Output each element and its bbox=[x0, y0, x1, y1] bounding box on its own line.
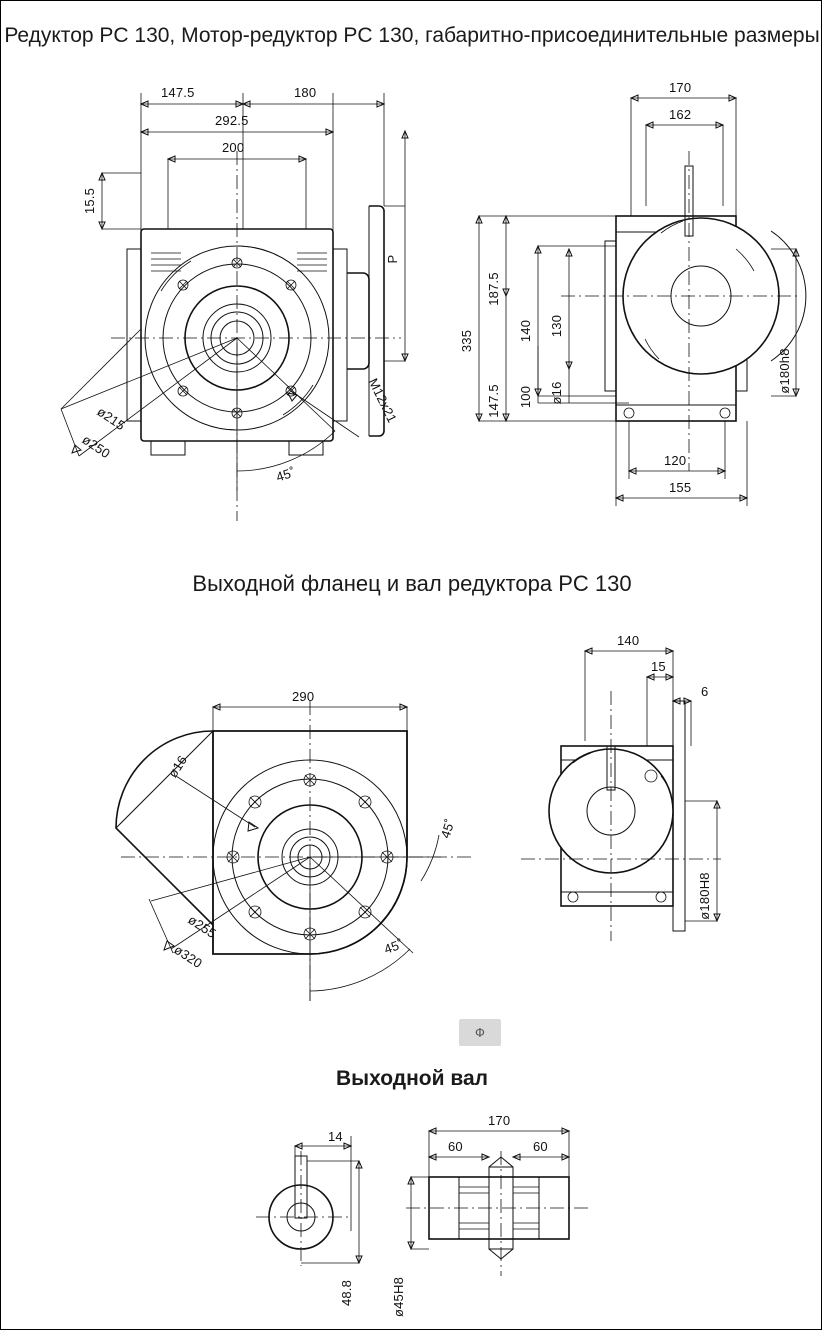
dim-320: ø320 bbox=[171, 941, 206, 972]
dim-140-flange: 140 bbox=[617, 633, 640, 648]
dim-215: ø215 bbox=[94, 403, 129, 434]
dim-140-side: 140 bbox=[518, 319, 533, 343]
dim-147-5: 147.5 bbox=[161, 85, 195, 100]
dim-147-5-side: 147.5 bbox=[486, 384, 501, 418]
dim-45-flange-b: 45˚ bbox=[382, 936, 406, 957]
section-title-shaft: Выходной вал bbox=[335, 1067, 489, 1090]
dim-292-5: 292.5 bbox=[215, 113, 249, 128]
dim-200: 200 bbox=[222, 140, 245, 155]
dim-170-side: 170 bbox=[669, 80, 692, 95]
dim-15-5: 15.5 bbox=[82, 187, 97, 215]
dim-120: 120 bbox=[664, 453, 687, 468]
dim-335: 335 bbox=[459, 329, 474, 353]
dim-180H8: ø180H8 bbox=[697, 872, 712, 920]
dim-155: 155 bbox=[669, 480, 692, 495]
dim-14: 14 bbox=[328, 1129, 343, 1144]
dim-100: 100 bbox=[518, 385, 533, 409]
dim-170-shaft: 170 bbox=[488, 1113, 511, 1128]
dim-45-front: 45˚ bbox=[274, 464, 298, 485]
dim-290: 290 bbox=[292, 689, 315, 704]
dim-187-5: 187.5 bbox=[486, 272, 501, 306]
dim-45H8: ø45H8 bbox=[391, 1276, 406, 1318]
section-title-flange: Выходной фланец и вал редуктора PC 130 bbox=[192, 571, 632, 596]
dim-16-side: ø16 bbox=[549, 381, 564, 405]
dim-45-flange-a: 45˚ bbox=[437, 816, 458, 841]
dim-162: 162 bbox=[669, 107, 692, 122]
dim-16-flange: ø16 bbox=[164, 752, 191, 781]
dim-15: 15 bbox=[651, 659, 666, 674]
dim-60-b: 60 bbox=[533, 1139, 548, 1154]
page-title: Редуктор PC 130, Мотор-редуктор PC 130, габаритно-присоединительные размеры bbox=[4, 24, 820, 47]
dim-6: 6 bbox=[701, 684, 709, 699]
dim-130: 130 bbox=[549, 314, 564, 338]
dim-180: 180 bbox=[294, 85, 317, 100]
dim-60-a: 60 bbox=[448, 1139, 463, 1154]
phi-badge[interactable]: Ф bbox=[459, 1019, 501, 1046]
dim-250: ø250 bbox=[79, 431, 114, 462]
dim-48-8: 48.8 bbox=[339, 1279, 354, 1307]
dim-p: P bbox=[385, 254, 400, 264]
shaft-view-graphics bbox=[1, 1, 822, 1331]
dim-255: ø255 bbox=[185, 911, 220, 942]
dim-m12x21: M12x21 bbox=[365, 375, 400, 426]
dim-180h8: ø180h8 bbox=[777, 348, 792, 394]
